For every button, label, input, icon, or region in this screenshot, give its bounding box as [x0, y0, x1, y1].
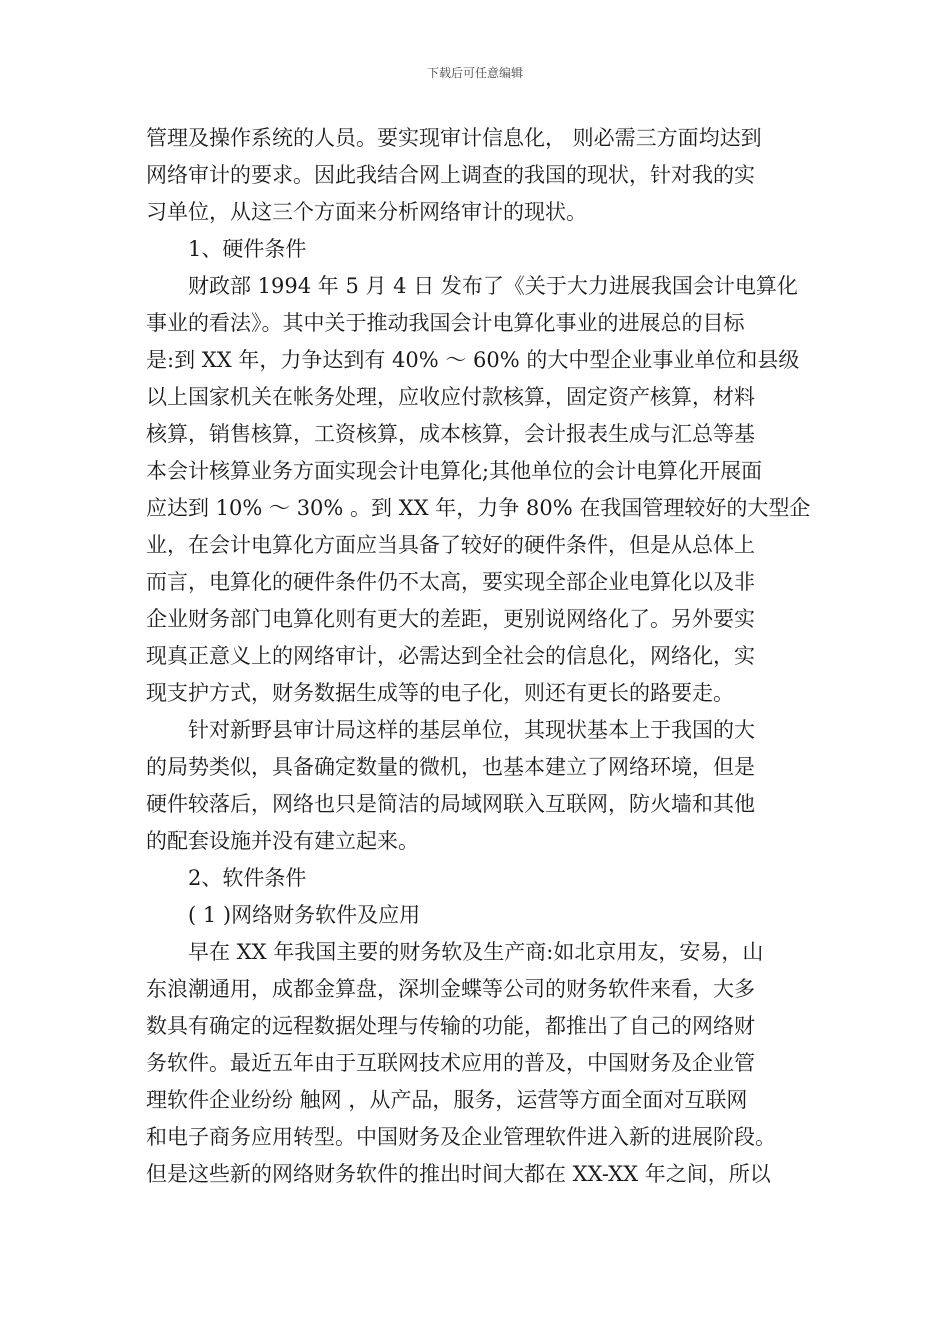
- text-line: 务软件。最近五年由于互联网技术应用的普及，中国财务及企业管: [146, 1051, 755, 1075]
- page-header: 下载后可任意编辑: [426, 66, 523, 80]
- text-line: 业，在会计电算化方面应当具备了较好的硬件条件，但是从总体上: [146, 533, 755, 557]
- text-line: 而言，电算化的硬件条件仍不太高，要实现全部企业电算化以及非: [146, 570, 755, 594]
- text-line: 数具有确定的远程数据处理与传输的功能，都推出了自己的网络财: [146, 1014, 755, 1038]
- text-line: 事业的看法》。其中关于推动我国会计电算化事业的进展总的目标: [146, 311, 745, 335]
- text-line: 财政部 1994 年 5 月 4 日 发布了《关于大力进展我国会计电算化: [188, 274, 798, 298]
- text-line: 核算，销售核算，工资核算，成本核算，会计报表生成与汇总等基: [146, 422, 755, 446]
- section-heading-software: 2、软件条件: [188, 866, 307, 890]
- text-line: 理软件企业纷纷 触网 ，从产品，服务，运营等方面全面对互联网: [146, 1088, 748, 1112]
- text-line: 东浪潮通用，成都金算盘，深圳金蝶等公司的财务软件来看，大多: [146, 977, 755, 1001]
- text-line: 的配套设施并没有建立起来。: [146, 829, 419, 853]
- text-line: 以上国家机关在帐务处理，应收应付款核算，固定资产核算，材料: [146, 385, 755, 409]
- text-line: 习单位，从这三个方面来分析网络审计的现状。: [146, 200, 587, 224]
- text-line: 企业财务部门电算化则有更大的差距，更别说网络化了。另外要实: [146, 607, 755, 631]
- text-line: 网络审计的要求。因此我结合网上调查的我国的现状，针对我的实: [146, 163, 755, 187]
- text-line: 早在 XX 年我国主要的财务软及生产商:如北京用友，安易，山: [188, 940, 764, 964]
- subsection-heading: ( 1 )网络财务软件及应用: [188, 903, 421, 927]
- text-line: 硬件较落后，网络也只是简洁的局域网联入互联网，防火墙和其他: [146, 792, 755, 816]
- section-heading-hardware: 1、硬件条件: [188, 237, 307, 261]
- text-line: 本会计核算业务方面实现会计电算化;其他单位的会计电算化开展面: [146, 459, 763, 483]
- text-line: 现真正意义上的网络审计，必需达到全社会的信息化，网络化，实: [146, 644, 755, 668]
- text-line: 管理及操作系统的人员。要实现审计信息化， 则必需三方面均达到: [146, 126, 762, 150]
- text-line: 现支护方式，财务数据生成等的电子化，则还有更长的路要走。: [146, 681, 734, 705]
- text-line: 是:到 XX 年，力争达到有 40% ～ 60% 的大中型企业事业单位和县级: [146, 348, 800, 372]
- document-body: [146, 120, 822, 1193]
- text-line: 的局势类似，具备确定数量的微机，也基本建立了网络环境，但是: [146, 755, 755, 779]
- text-line: 和电子商务应用转型。中国财务及企业管理软件进入新的进展阶段。: [146, 1125, 776, 1149]
- text-line: 针对新野县审计局这样的基层单位，其现状基本上于我国的大: [188, 718, 755, 742]
- text-line: 应达到 10% ～ 30% 。到 XX 年，力争 80% 在我国管理较好的大型企: [146, 496, 811, 520]
- text-line: 但是这些新的网络财务软件的推出时间大都在 XX-XX 年之间，所以: [146, 1162, 771, 1186]
